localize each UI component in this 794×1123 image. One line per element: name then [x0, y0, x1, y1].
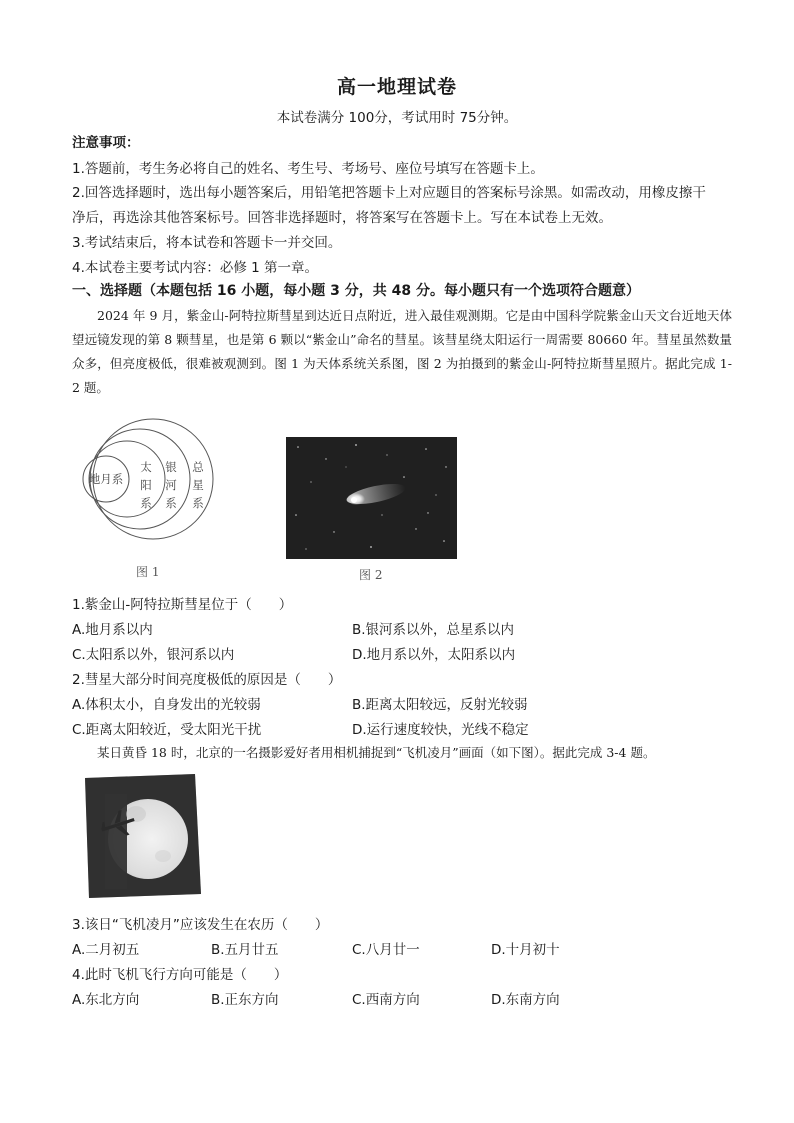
question-4-option-b[interactable]: B.正东方向 — [211, 992, 279, 1008]
notes-heading: 注意事项： — [72, 135, 140, 151]
page-title: 高一地理试卷 — [336, 76, 457, 98]
question-1-option-d[interactable]: D.地月系以外，太阳系以内 — [352, 647, 516, 663]
section-heading: 一、选择题（本题包括 16 小题，每小题 3 分，共 48 分。每小题只有一个选项符合题意） — [72, 283, 640, 299]
plane-moon-photo — [83, 774, 203, 899]
question-2-option-b[interactable]: B.距离太阳较远，反射光较弱 — [352, 697, 528, 713]
question-3-option-d[interactable]: D.十月初十 — [491, 942, 560, 958]
question-1-option-c[interactable]: C.太阳系以外，银河系以内 — [72, 647, 235, 663]
question-4-stem: 4.此时飞机飞行方向可能是（ ） — [72, 967, 288, 983]
question-3-option-c[interactable]: C.八月廿一 — [352, 942, 420, 958]
question-1-option-a[interactable]: A.地月系以内 — [72, 622, 153, 638]
label-universe: 总星系 — [192, 460, 204, 510]
question-2-option-d[interactable]: D.运行速度较快，光线不稳定 — [352, 722, 529, 738]
figure2-caption: 图 2 — [359, 568, 383, 582]
question-2-option-c[interactable]: C.距离太阳较近，受太阳光干扰 — [72, 722, 262, 738]
question-4-option-a[interactable]: A.东北方向 — [72, 992, 140, 1008]
note-item: 2.回答选择题时，选出每小题答案后，用铅笔把答题卡上对应题目的答案标号涂黑。如需改动，用橡皮擦干 — [72, 185, 706, 201]
label-earth-moon-system: 地月系 — [88, 472, 124, 486]
reading-passage-2: 某日黄昏 18 时，北京的一名摄影爱好者用相机捕捉到“飞机凌月”画面（如下图）。据此完成 3-4 题。 — [97, 745, 656, 760]
question-3-option-a[interactable]: A.二月初五 — [72, 942, 140, 958]
figure1-diagram — [78, 412, 228, 547]
note-item: 4.本试卷主要考试内容：必修 1 第一章。 — [72, 260, 319, 276]
question-2-option-a[interactable]: A.体积太小，自身发出的光较弱 — [72, 697, 261, 713]
figure1-caption: 图 1 — [136, 565, 160, 579]
note-item: 1.答题前，考生务必将自己的姓名、考生号、考场号、座位号填写在答题卡上。 — [72, 161, 544, 177]
question-3-option-b[interactable]: B.五月廿五 — [211, 942, 279, 958]
note-item: 净后，再选涂其他答案标号。回答非选择题时，将答案写在答题卡上。写在本试卷上无效。 — [72, 210, 612, 226]
reading-passage: 2024 年 9 月，紫金山-阿特拉斯彗星到达近日点附近，进入最佳观测期。它是由中国科学院紫金山天文台近地天体望远镜发现的第 8 颗彗星，也是第 6 颗以“紫金山”命名的彗星。该彗星绕太阳运行一周需要 80660 年。彗星虽然数量众多，但亮度极低，很难被观测到。图 1 为天体系统关系图，图 2 为拍摄到的紫金山-阿特拉斯彗星照片。据此完成 1-2 题。 — [72, 308, 732, 395]
question-2-stem: 2.彗星大部分时间亮度极低的原因是（ ） — [72, 672, 342, 688]
label-milky-way: 银河系 — [165, 460, 177, 510]
comet-photo — [286, 437, 457, 559]
note-item: 3.考试结束后，将本试卷和答题卡一并交回。 — [72, 235, 342, 251]
question-3-stem: 3.该日“飞机凌月”应该发生在农历（ ） — [72, 917, 329, 933]
question-1-option-b[interactable]: B.银河系以外，总星系以内 — [352, 622, 515, 638]
question-1-stem: 1.紫金山-阿特拉斯彗星位于（ ） — [72, 597, 293, 613]
question-4-option-d[interactable]: D.东南方向 — [491, 992, 560, 1008]
question-4-option-c[interactable]: C.西南方向 — [352, 992, 420, 1008]
exam-info: 本试卷满分 100分，考试用时 75分钟。 — [276, 110, 518, 126]
label-solar-system: 太阳系 — [140, 460, 152, 510]
